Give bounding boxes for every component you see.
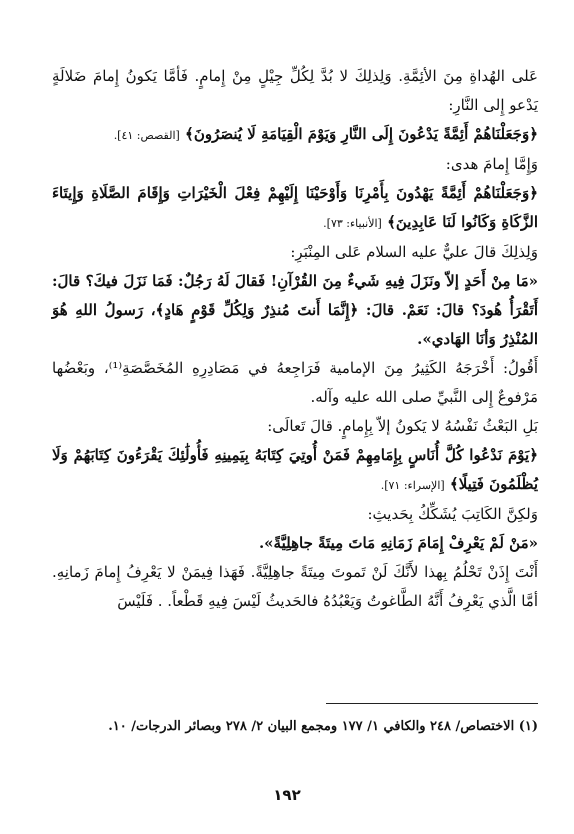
paragraph: أَقُولُ: أَخْرَجَهُ الكَثِيرُ مِنَ الإمامية فَرَاجِعهُ في مَصَادِرِهِ المُخَصَّصَةِ⁽¹⁾، وبَعْضُها مَرْفوعٌ إِلى النَّبيِّ صلى الله عليه وآله.	[52, 359, 538, 406]
verse-reference: [القصص: ٤١].	[113, 129, 180, 142]
verse-reference: [الإسراء: ٧١].	[380, 479, 445, 492]
footnote: (١) الاختصاص/ ٢٤٨ والكافي ١/ ١٧٧ ومجمع البيان ٢/ ٢٧٨ وبصائر الدرجات/ ١٠.	[108, 719, 538, 734]
quran-verse	[52, 120, 538, 150]
main-text	[52, 62, 538, 616]
page-number: ١٩٢	[273, 786, 301, 804]
hadith-quote: «مَنْ لَمْ يَعْرِفْ إِمَامَ زَمَانِهِ مَاتَ مِيتَةً جاهِلِيَّةً».	[258, 534, 538, 552]
quran-verse	[52, 441, 538, 500]
paragraph: وَلِذلِكَ قالَ عليٌّ عليه السلام عَلى المِنْبَرِ:	[290, 243, 538, 261]
footnote-divider	[326, 703, 538, 704]
verse-text: ﴿وَجَعَلْنَاهُمْ أَئِمَّةً يَدْعُونَ إِلَى النَّارِ وَيَوْمَ الْقِيَامَةِ لَا يُنصَرُونَ﴾	[185, 125, 538, 143]
paragraph: عَلى الهُداةِ مِنَ الأئِمَّةِ. وَلِذلِكَ لا بُدَّ لِكُلِّ جِيْلٍ مِنْ إِمامٍ. فَأمَّا يَكونُ إِمامَ ضَلالَةٍ يَدْعو إِلى النَّارِ:	[52, 67, 538, 114]
paragraph: أَنْتَ إِذَنْ تَحْلُمُ بِهذا لأَنَّكَ لَنْ تَموتَ مِيتَةً جاهِلِيَّةً. فَهَذا فِيمَنْ لا يَعْرِفُ إِمامَ زَمانِهِ. أمَّا الَّذي يَعْرِفُ أَنَّهُ الطَّاغوتُ وَيَعْبُدُهُ فالحَديثُ لَيْسَ فِيهِ قَطْعاً. . فَلَيْسَ	[52, 563, 538, 610]
paragraph: وَإِمَّا إِمامَ هدى:	[445, 155, 538, 173]
hadith-quote: «مَا مِنْ أَحَدٍ إلاّ ونَزَلَ فِيهِ شَيءٌ مِنَ القُرْآنِ! فَقالَ لَهُ رَجُلٌ: فَمَا نَزَلَ فيكَ؟ قالَ: أَتَقْرَأُ هُودَ؟ قالَ: نَعَمْ. قالَ: ﴿إِنَّمَا أَنتَ مُنذِرٌ وَلِكُلِّ قَوْمٍ هَادٍ﴾، رَسولُ اللهِ هُوَ المُنْذِرُ وَأنَا الهَادي».	[52, 272, 538, 348]
quran-verse	[52, 179, 538, 238]
paragraph: وَلكِنَّ الكَاتِبَ يُشَكِّكُ بِحَديثِ:	[367, 505, 538, 523]
paragraph: بَلِ البَعْثُ نَفْسُهُ لا يَكونُ إلاّ بِإِمامٍ. قالَ تَعالَى:	[267, 417, 538, 435]
verse-reference: [الأنبياء: ٧٣].	[323, 217, 382, 230]
verse-text: ﴿وَجَعَلْنَاهُمْ أَئِمَّةً يَهْدُونَ بِأَمْرِنَا وَأَوْحَيْنَا إِلَيْهِمْ فِعْلَ الْخَيْرَاتِ وَإِقَامَ الصَّلَاةِ وَإِيتَاءَ الزَّكَاةِ وَكَانُوا لَنَا عَابِدِينَ﴾	[52, 184, 538, 231]
verse-text: ﴿يَوْمَ نَدْعُوا كُلَّ أُنَاسٍ بِإِمَامِهِمْ فَمَنْ أُوتِيَ كِتَابَهُ بِيَمِينِهِ فَأُولَٰئِكَ يَقْرَءُونَ كِتَابَهُمْ وَلَا يُظْلَمُونَ فَتِيلًا﴾	[52, 446, 538, 493]
